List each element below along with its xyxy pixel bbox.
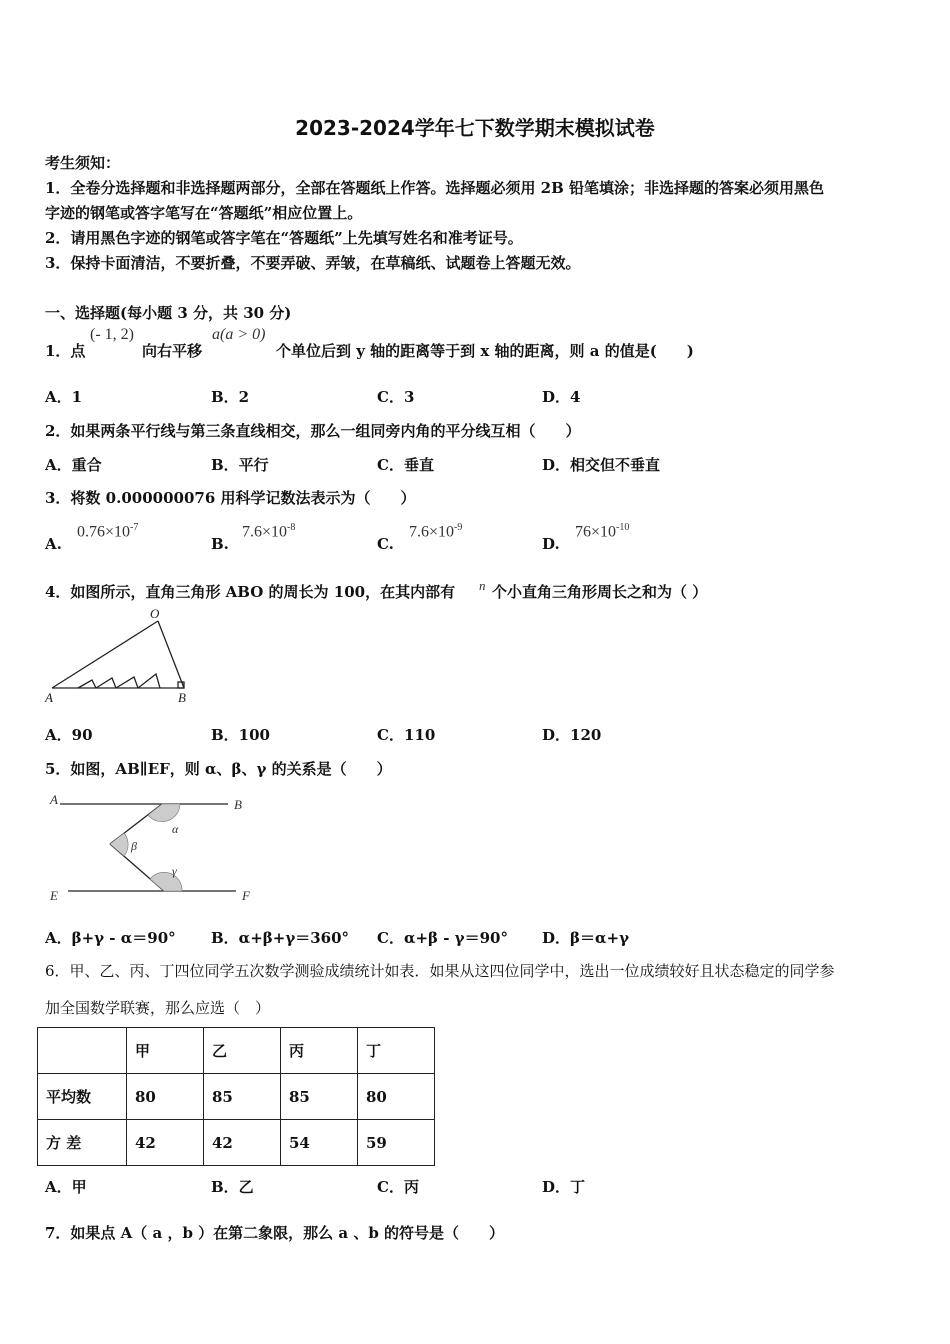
q6-option-d: D．丁 xyxy=(542,1178,586,1196)
section-heading: 一、选择题(每小题 3 分，共 30 分) xyxy=(45,304,292,322)
q5-label-f: F xyxy=(242,888,250,903)
q3-option-a-value: $0.76\times 10^{-7}$ xyxy=(77,522,139,541)
q5-label-beta: β xyxy=(131,839,137,853)
q2-option-b: B．平行 xyxy=(211,456,269,474)
q5-option-b: B．α+β+γ＝360° xyxy=(211,929,350,947)
table-row xyxy=(38,1120,435,1166)
q7-text: 7．如果点 A（ a ，b ）在第二象限，那么 a 、b 的符号是（ ） xyxy=(45,1224,505,1242)
table-cell: 方 差 xyxy=(38,1120,127,1166)
q3-option-b-value: $7.6\times 10^{-8}$ xyxy=(242,522,296,541)
q4-option-a: A．90 xyxy=(45,726,93,744)
q1-point: (- 1, 2) xyxy=(90,326,134,343)
q5-label-e: E xyxy=(50,888,58,903)
q1-expression: a(a > 0) xyxy=(212,326,266,343)
table-cell: 42 xyxy=(127,1120,204,1166)
table-cell: 平均数 xyxy=(38,1074,127,1120)
table-cell xyxy=(38,1028,127,1074)
table-cell: 85 xyxy=(281,1074,358,1120)
q1-text-3: 个单位后到 y 轴的距离等于到 x 轴的距离，则 a 的值是( ) xyxy=(276,342,694,360)
q3-option-c-value: $7.6\times 10^{-9}$ xyxy=(409,522,463,541)
table-header: 乙 xyxy=(204,1028,281,1074)
q4-label-o: O xyxy=(150,606,160,621)
table-cell: 54 xyxy=(281,1120,358,1166)
q5-figure xyxy=(44,788,264,908)
q3-text: 3．将数 0.000000076 用科学记数法表示为（ ） xyxy=(45,489,416,507)
notice-line-1b: 字迹的钢笔或答字笔写在“答题纸”相应位置上。 xyxy=(45,204,363,222)
q4-label-b: B xyxy=(178,690,186,705)
page-title: 2023-2024学年七下数学期末模拟试卷 xyxy=(295,116,655,140)
notice-line-2: 2．请用黑色字迹的钢笔或答字笔在“答题纸”上先填写姓名和准考证号。 xyxy=(45,229,523,247)
table-header: 丁 xyxy=(358,1028,435,1074)
q4-option-b: B．100 xyxy=(211,726,270,744)
q2-option-c: C．垂直 xyxy=(377,456,434,474)
q3-option-a-letter: A. xyxy=(45,535,62,553)
q3-option-d-letter: D. xyxy=(542,535,560,553)
table-cell: 80 xyxy=(358,1074,435,1120)
q1-option-d: D．4 xyxy=(542,388,581,406)
q4-figure xyxy=(40,606,200,706)
q2-option-a: A．重合 xyxy=(45,456,102,474)
q6-option-b: B．乙 xyxy=(211,1178,254,1196)
q6-table xyxy=(37,1027,435,1166)
q3-option-b-letter: B. xyxy=(211,535,229,553)
q4-option-c: C．110 xyxy=(377,726,436,744)
q1-text-1: 1．点 xyxy=(45,342,86,360)
q1-option-a: A．1 xyxy=(45,388,83,406)
q4-text-2: 个小直角三角形周长之和为（ ） xyxy=(492,583,708,601)
q5-option-a: A．β+γ - α＝90° xyxy=(45,929,176,947)
q3-option-d-value: $76\times 10^{-10}$ xyxy=(575,522,630,541)
q5-label-gamma: γ xyxy=(172,864,177,878)
q6-option-a: A．甲 xyxy=(45,1178,87,1196)
q5-text: 5．如图，AB∥EF，则 α、β、γ 的关系是（ ） xyxy=(45,760,392,778)
table-row xyxy=(38,1028,435,1074)
notice-line-1a: 1．全卷分选择题和非选择题两部分，全部在答题纸上作答。选择题必须用 2B 铅笔填涂；非选择题的答案必须用黑色 xyxy=(45,179,825,197)
notice-heading: 考生须知： xyxy=(45,154,121,172)
q4-option-d: D．120 xyxy=(542,726,602,744)
q1-option-b: B．2 xyxy=(211,388,250,406)
q4-text-1: 4．如图所示，直角三角形 ABO 的周长为 100，在其内部有 xyxy=(45,583,456,601)
q5-option-c: C．α+β - γ＝90° xyxy=(377,929,508,947)
table-cell: 85 xyxy=(204,1074,281,1120)
q2-text: 2．如果两条平行线与第三条直线相交，那么一组同旁内角的平分线互相（ ） xyxy=(45,422,581,440)
table-row xyxy=(38,1074,435,1120)
q6-text-1: 6．甲、乙、丙、丁四位同学五次数学测验成绩统计如表．如果从这四位同学中，选出一位成绩较好且状态稳定的同学参 xyxy=(45,962,835,980)
notice-line-3: 3．保持卡面清洁，不要折叠，不要弄破、弄皱，在草稿纸、试题卷上答题无效。 xyxy=(45,254,581,272)
q6-option-c: C．丙 xyxy=(377,1178,419,1196)
q5-label-alpha: α xyxy=(172,822,179,836)
q5-label-b: B xyxy=(234,797,242,812)
q4-n: n xyxy=(479,578,486,593)
table-header: 甲 xyxy=(127,1028,204,1074)
q3-option-c-letter: C. xyxy=(377,535,394,553)
table-header: 丙 xyxy=(281,1028,358,1074)
table-cell: 59 xyxy=(358,1120,435,1166)
q1-text-2: 向右平移 xyxy=(142,342,203,360)
table-cell: 42 xyxy=(204,1120,281,1166)
q5-label-a: A xyxy=(50,792,58,807)
q6-text-2: 加全国数学联赛，那么应选（ ） xyxy=(45,999,271,1017)
q2-option-d: D．相交但不垂直 xyxy=(542,456,661,474)
q4-label-a: A xyxy=(45,690,53,705)
q5-option-d: D．β＝α+γ xyxy=(542,929,629,947)
table-cell: 80 xyxy=(127,1074,204,1120)
q1-option-c: C．3 xyxy=(377,388,415,406)
